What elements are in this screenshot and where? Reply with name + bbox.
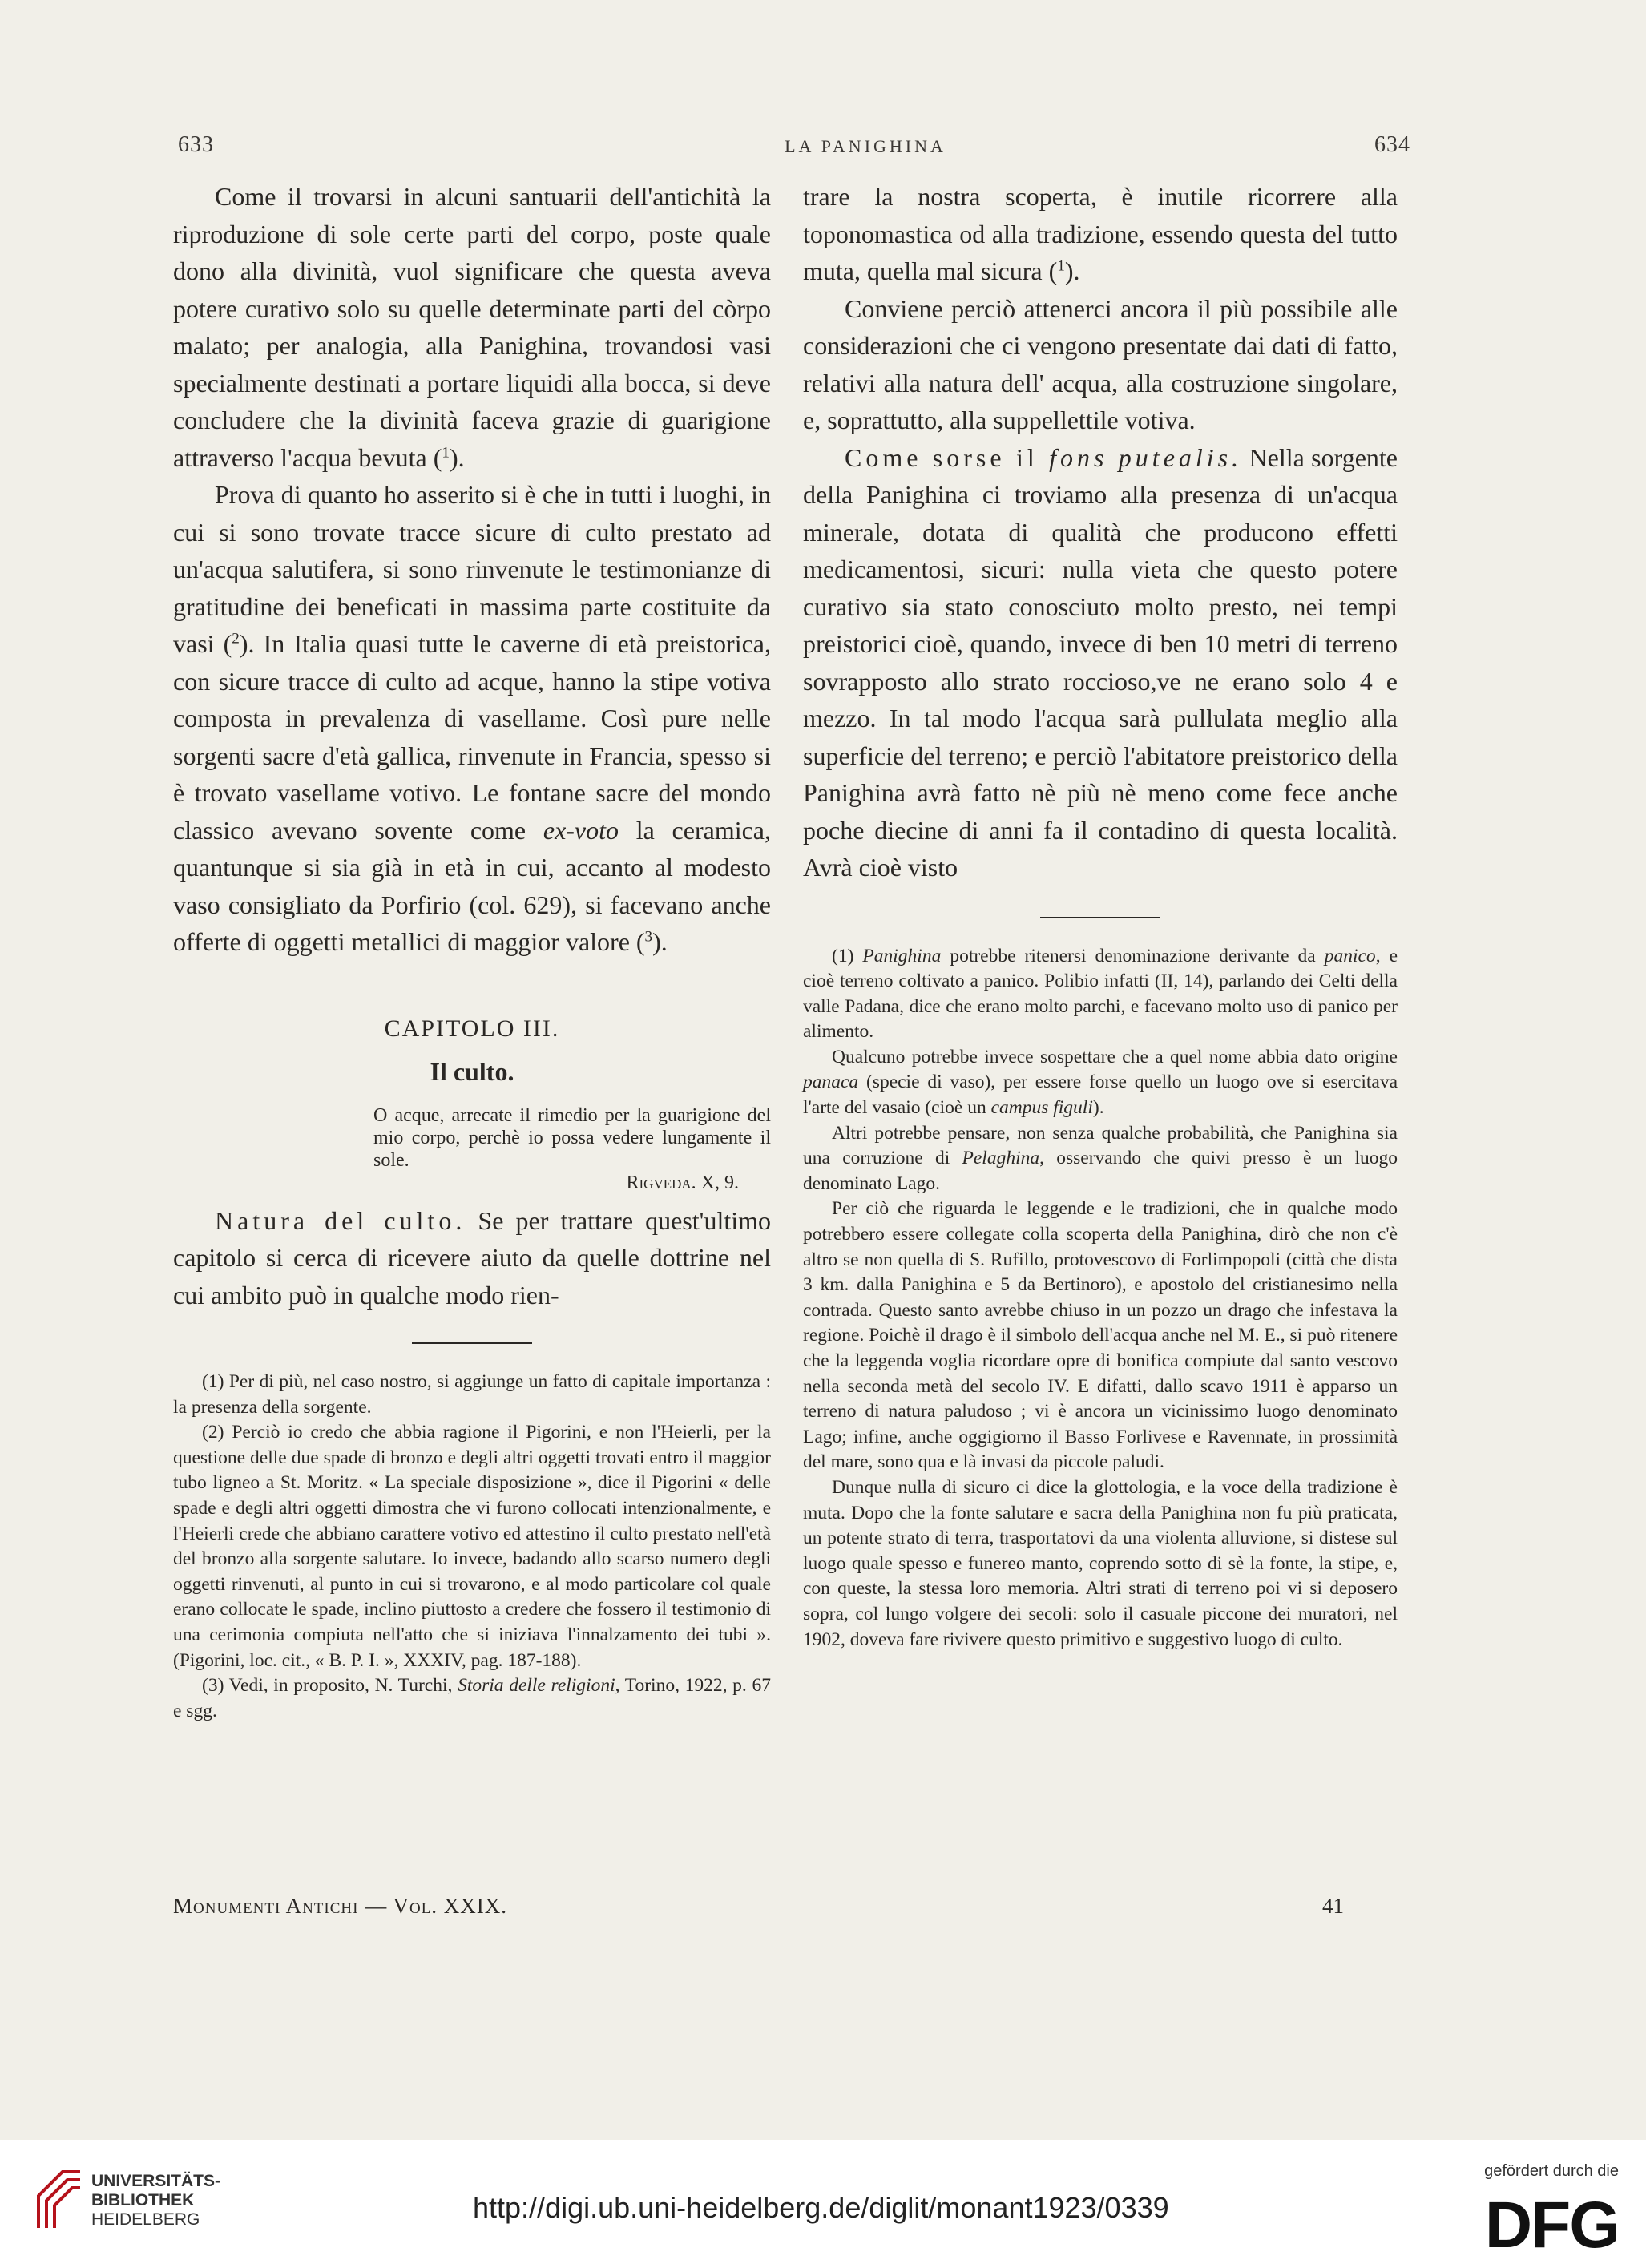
footnote-ref[interactable]: 3 [644,928,653,946]
footnote: Per ciò che riguarda le leggende e le tradizioni, che in qualche modo potrebbero essere collegate colla scoperta della Panighina, dirò che non c'è altro se non quella di S. Rufillo, protovescovo di Forlimpopoli (città che dista 3 km. dalla Panighina e 5 da Bertinoro), e apostolo del cristianesimo nella contrada. Questo santo avrebbe chiuso in un pozzo un drago che infestava la regione. Poichè il drago è il simbolo dell'acqua anche nel M. E., si può ritenere che la leggenda voglia ricordare opre di bonifica compiute dal santo vescovo nella seconda metà del secolo IV. E difatti, dallo scavo 1911 è apparso un terreno di natura paludoso ; vi è ancora un vicinissimo luogo denominato Lago; infine, anche oggigiorno il Basso Forlivese e Ravennate, in prossimità del mare, sono qua e là invasi da piccole paludi. [803,1198,1398,1473]
section-lead: Come sorse il [845,442,1050,472]
footnote: (2) Perciò io credo che abbia ragione il Pigorini, e non l'Heierli, per la questione delle due spade di bronzo e degli altri oggetti trovati entro il maggior tubo ligneo a St. Moritz. « La speciale disposizione », dice il Pigorini « delle spade e degli altri oggetti dimostra che vi furono collocati intenzionalmente, e l'Heierli crede che abbiano carattere votivo ed attestino il culto prestato nell'età del bronzo alla sorgente salutare. Io invece, badando allo scarso numero degli oggetti rinvenuti, al punto in cui si trovarono, e al modo particolare col quale erano collocate le spade, inclino piuttosto a credere che fossero il testimonio di una cerimonia compiuta nell'atto che si iniziava l'innalzamento dei tubi ». (Pigorini, loc. cit., « B. P. I. », XXXIV, pag. 187-188). [173,1422,771,1671]
epigraph-source: Rigveda. X, 9. [626,1172,739,1193]
paragraph: Come sorse il fons putealis. Nella sorgente della Panighina ci troviamo alla presenza di un'acqua minerale, dotata di qualità che producono effetti medicamentosi, sicuri: nulla vieta che questo potere curativo sia stato conosciuto molto presto, nei tempi preistorici cioè, quando, invece di ben 10 metri di terreno sovrapposto allo strato roccioso,ve ne erano solo 4 e mezzo. In tal modo l'acqua sarà pullulata meglio alla superficie del terreno; e perciò l'abitatore preistorico della Panighina avrà fatto nè più nè meno come fece anche poche diecine di anni fa il contadino di questa località. Avrà cioè visto [803,442,1398,882]
epigraph [373,1104,771,1194]
journal-title: Monumenti Antichi — Vol. XXIX. [173,1894,508,1918]
footnote: (1) Per di più, nel caso nostro, si aggiunge un fatto di capitale importanza : la presenza della sorgente. [173,1371,771,1418]
footnote: (3) Vedi, in proposito, N. Turchi, Storia delle religioni, Torino, 1922, p. 67 e sgg. [173,1675,771,1721]
dfg-logo: DFG [1484,2189,1619,2262]
epigraph-text: O acque, arrecate il rimedio per la guarigione del mio corpo, perchè io possa vedere lungamente il sole. [373,1104,771,1171]
footnotes [173,1370,771,1724]
footnote: Altri potrebbe pensare, non senza qualche probabilità, che Panighina sia una corruzione di Pelaghina, osservando che quivi presso è un luogo denominato Lago. [803,1122,1398,1194]
signature-number: 41 [1322,1894,1344,1918]
paragraph: trare la nostra scoperta, è inutile ricorrere alla toponomastica od alla tradizione, essendo questa del tutto muta, quella mal sicura ($^1$). [803,182,1398,285]
footnote: Qualcuno potrebbe invece sospettare che a quel nome abbia dato origine panaca (specie di vaso), per essere forse quello un luogo ove si esercitava l'arte del vasaio (cioè un campus figuli). [803,1046,1398,1119]
paragraph: Come il trovarsi in alcuni santuarii dell'antichità la riproduzione di sole certe parti del corpo, poste quale dono alla divinità, vuol significare che questa aveva potere curativo solo su quelle determinate parti del còrpo malato; per analogia, alla Panighina, trovandosi vasi specialmente destinati a portare liquidi alla bocca, si deve concludere che la divinità faceva grazie di guarigione attraverso l'acqua bevuta ($^1$). [173,182,771,472]
source-url-link[interactable]: http://digi.ub.uni-heidelberg.de/diglit/monant1923/0339 [473,2191,1169,2224]
right-column [803,178,1398,1653]
footnote-ref[interactable]: 1 [442,443,450,461]
paragraph: Conviene perciò attenerci ancora il più possibile alle considerazioni che ci vengono presentate dai dati di fatto, relativi alla natura dell' acqua, alla costruzione singolare, e, soprattutto, alla suppellettile votiva. [803,293,1398,434]
footnote: (1) Panighina potrebbe ritenersi denominazione derivante da panico, e cioè terreno coltivato a panico. Polibio infatti (II, 14), parlando dei Celti della valle Padana, dice che erano molto parchi, e facevano molto uso di panico per alimento. [803,945,1398,1043]
paragraph: Prova di quanto ho asserito si è che in tutti i luoghi, in cui si sono trovate tracce sicure di culto prestato ad un'acqua salutifera, si sono rinvenute le testimonianze di gratitudine dei beneficati in massima parte costituite da vasi ($^2$). In Italia quasi tutte le caverne di età preistorica, con sicure tracce di culto ad acque, hanno la stipe votiva composta in prevalenza di vasellame. Così pure nelle sorgenti sacre d'età gallica, rinvenute in Francia, spesso si è trovato vasellame votivo. Le fontane sacre del mondo classico avevano sovente come ex-voto la ceramica, quantunque si sia già in età in cui, accanto al modesto vaso consigliato da Porfirio (col. 629), si facevano anche offerte di oggetti metallici di maggior valore ($^3$). [173,480,772,956]
chapter-subtitle: Il culto. [430,1056,514,1086]
footnote-ref[interactable]: 2 [232,630,240,648]
page-number-left: 633 [178,132,214,157]
left-column [173,178,771,1724]
running-title: LA PANIGHINA [785,136,946,156]
footnotes [803,944,1398,1653]
page-number-right: 634 [1374,132,1410,157]
footnote: Dunque nulla di sicuro ci dice la glottologia, e la voce della tradizione è muta. Dopo che la fonte salutare e sacra della Panighina non fu più praticata, un potente strato di terra, trasportatovi da una violenta alluvione, si distese sul luogo quale spesso e funereo manto, coprendo sotto di sè la fonte, la stipe, e, con queste, la stessa loro memoria. Altri strati di terreno poi vi si deposero sopra, col lungo volgere dei secoli: solo il casuale piccone dei muratori, nel 1902, doveva fare rivivere questo primitivo e suggestivo luogo di culto. [803,1476,1398,1650]
chapter-heading: CAPITOLO III. [384,1015,560,1042]
library-name: UNIVERSITÄTS- BIBLIOTHEK HEIDELBERG [91,2172,221,2229]
section-lead: Natura del culto. [215,1205,466,1235]
footnote-ref[interactable]: 1 [1057,257,1065,275]
footnote-divider [412,1342,532,1344]
footnote-divider [1040,917,1160,918]
funding-label: gefördert durch die [1484,2162,1619,2180]
paragraph: Natura del culto. Se per trattare quest'ultimo capitolo si cerca di ricevere aiuto da quelle dottrine nel cui ambito può in qualche modo rien- [173,1205,772,1310]
library-logo-icon [30,2164,87,2236]
